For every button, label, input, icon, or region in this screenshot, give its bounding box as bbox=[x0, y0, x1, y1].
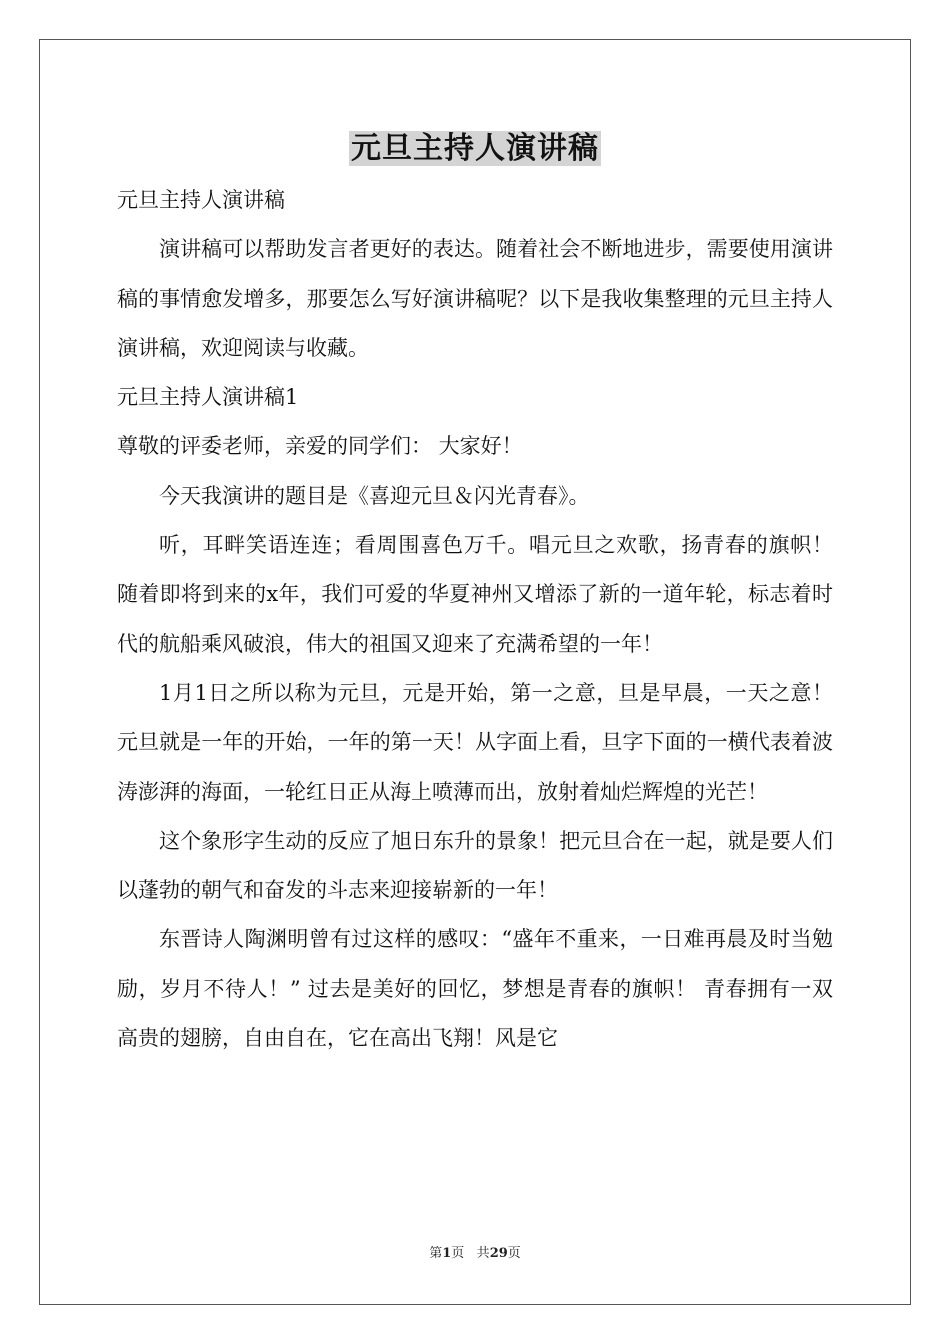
page-footer bbox=[0, 1244, 950, 1264]
total-suffix: 页 bbox=[507, 1246, 521, 1261]
document-body bbox=[117, 176, 833, 1063]
total-prefix: 共 bbox=[476, 1246, 490, 1261]
page-suffix: 页 bbox=[451, 1246, 465, 1261]
paragraph: 这个象形字生动的反应了旭日东升的景象！把元旦合在一起，就是要人们以蓬勃的朝气和奋发的斗志来迎接崭新的一年！ bbox=[117, 828, 833, 903]
document-title bbox=[0, 128, 950, 170]
paragraph: 今天我演讲的题目是《喜迎元旦＆闪光青春》。 bbox=[159, 483, 590, 508]
paragraph: 1月1日之所以称为元旦，元是开始，第一之意，旦是早晨，一天之意！元旦就是一年的开始，一年的第一天！从字面上看，旦字下面的一横代表着波涛澎湃的海面，一轮红日正从海上喷薄而出，放射着灿烂辉煌的光芒！ bbox=[117, 680, 833, 804]
paragraph: 东晋诗人陶渊明曾有过这样的感叹：“盛年不重来，一日难再晨及时当勉励，岁月不待人！” 过去是美好的回忆，梦想是青春的旗帜！ 青春拥有一双高贵的翅膀，自由自在，它在高出飞翔！风是它 bbox=[117, 927, 833, 1051]
page-prefix: 第 bbox=[429, 1246, 443, 1261]
page-number: 1 bbox=[442, 1246, 452, 1261]
salutation: 尊敬的评委老师，亲爱的同学们： 大家好！ bbox=[117, 434, 523, 459]
paragraph: 元旦主持人演讲稿 bbox=[117, 188, 285, 212]
section-heading: 元旦主持人演讲稿1 bbox=[117, 385, 299, 410]
document-title-text: 元旦主持人演讲稿 bbox=[351, 131, 599, 166]
paragraph: 听，耳畔笑语连连；看周围喜色万千。唱元旦之欢歌，扬青春的旗帜！ 随着即将到来的x年，我们可爱的华夏神州又增添了新的一道年轮，标志着时代的航船乘风破浪，伟大的祖国又迎来了充满希望的一年！ bbox=[117, 533, 833, 656]
paragraph: 演讲稿可以帮助发言者更好的表达。随着社会不断地进步，需要使用演讲稿的事情愈发增多，那要怎么写好演讲稿呢？以下是我收集整理的元旦主持人演讲稿，欢迎阅读与收藏。 bbox=[117, 237, 833, 360]
total-pages: 29 bbox=[489, 1246, 508, 1261]
